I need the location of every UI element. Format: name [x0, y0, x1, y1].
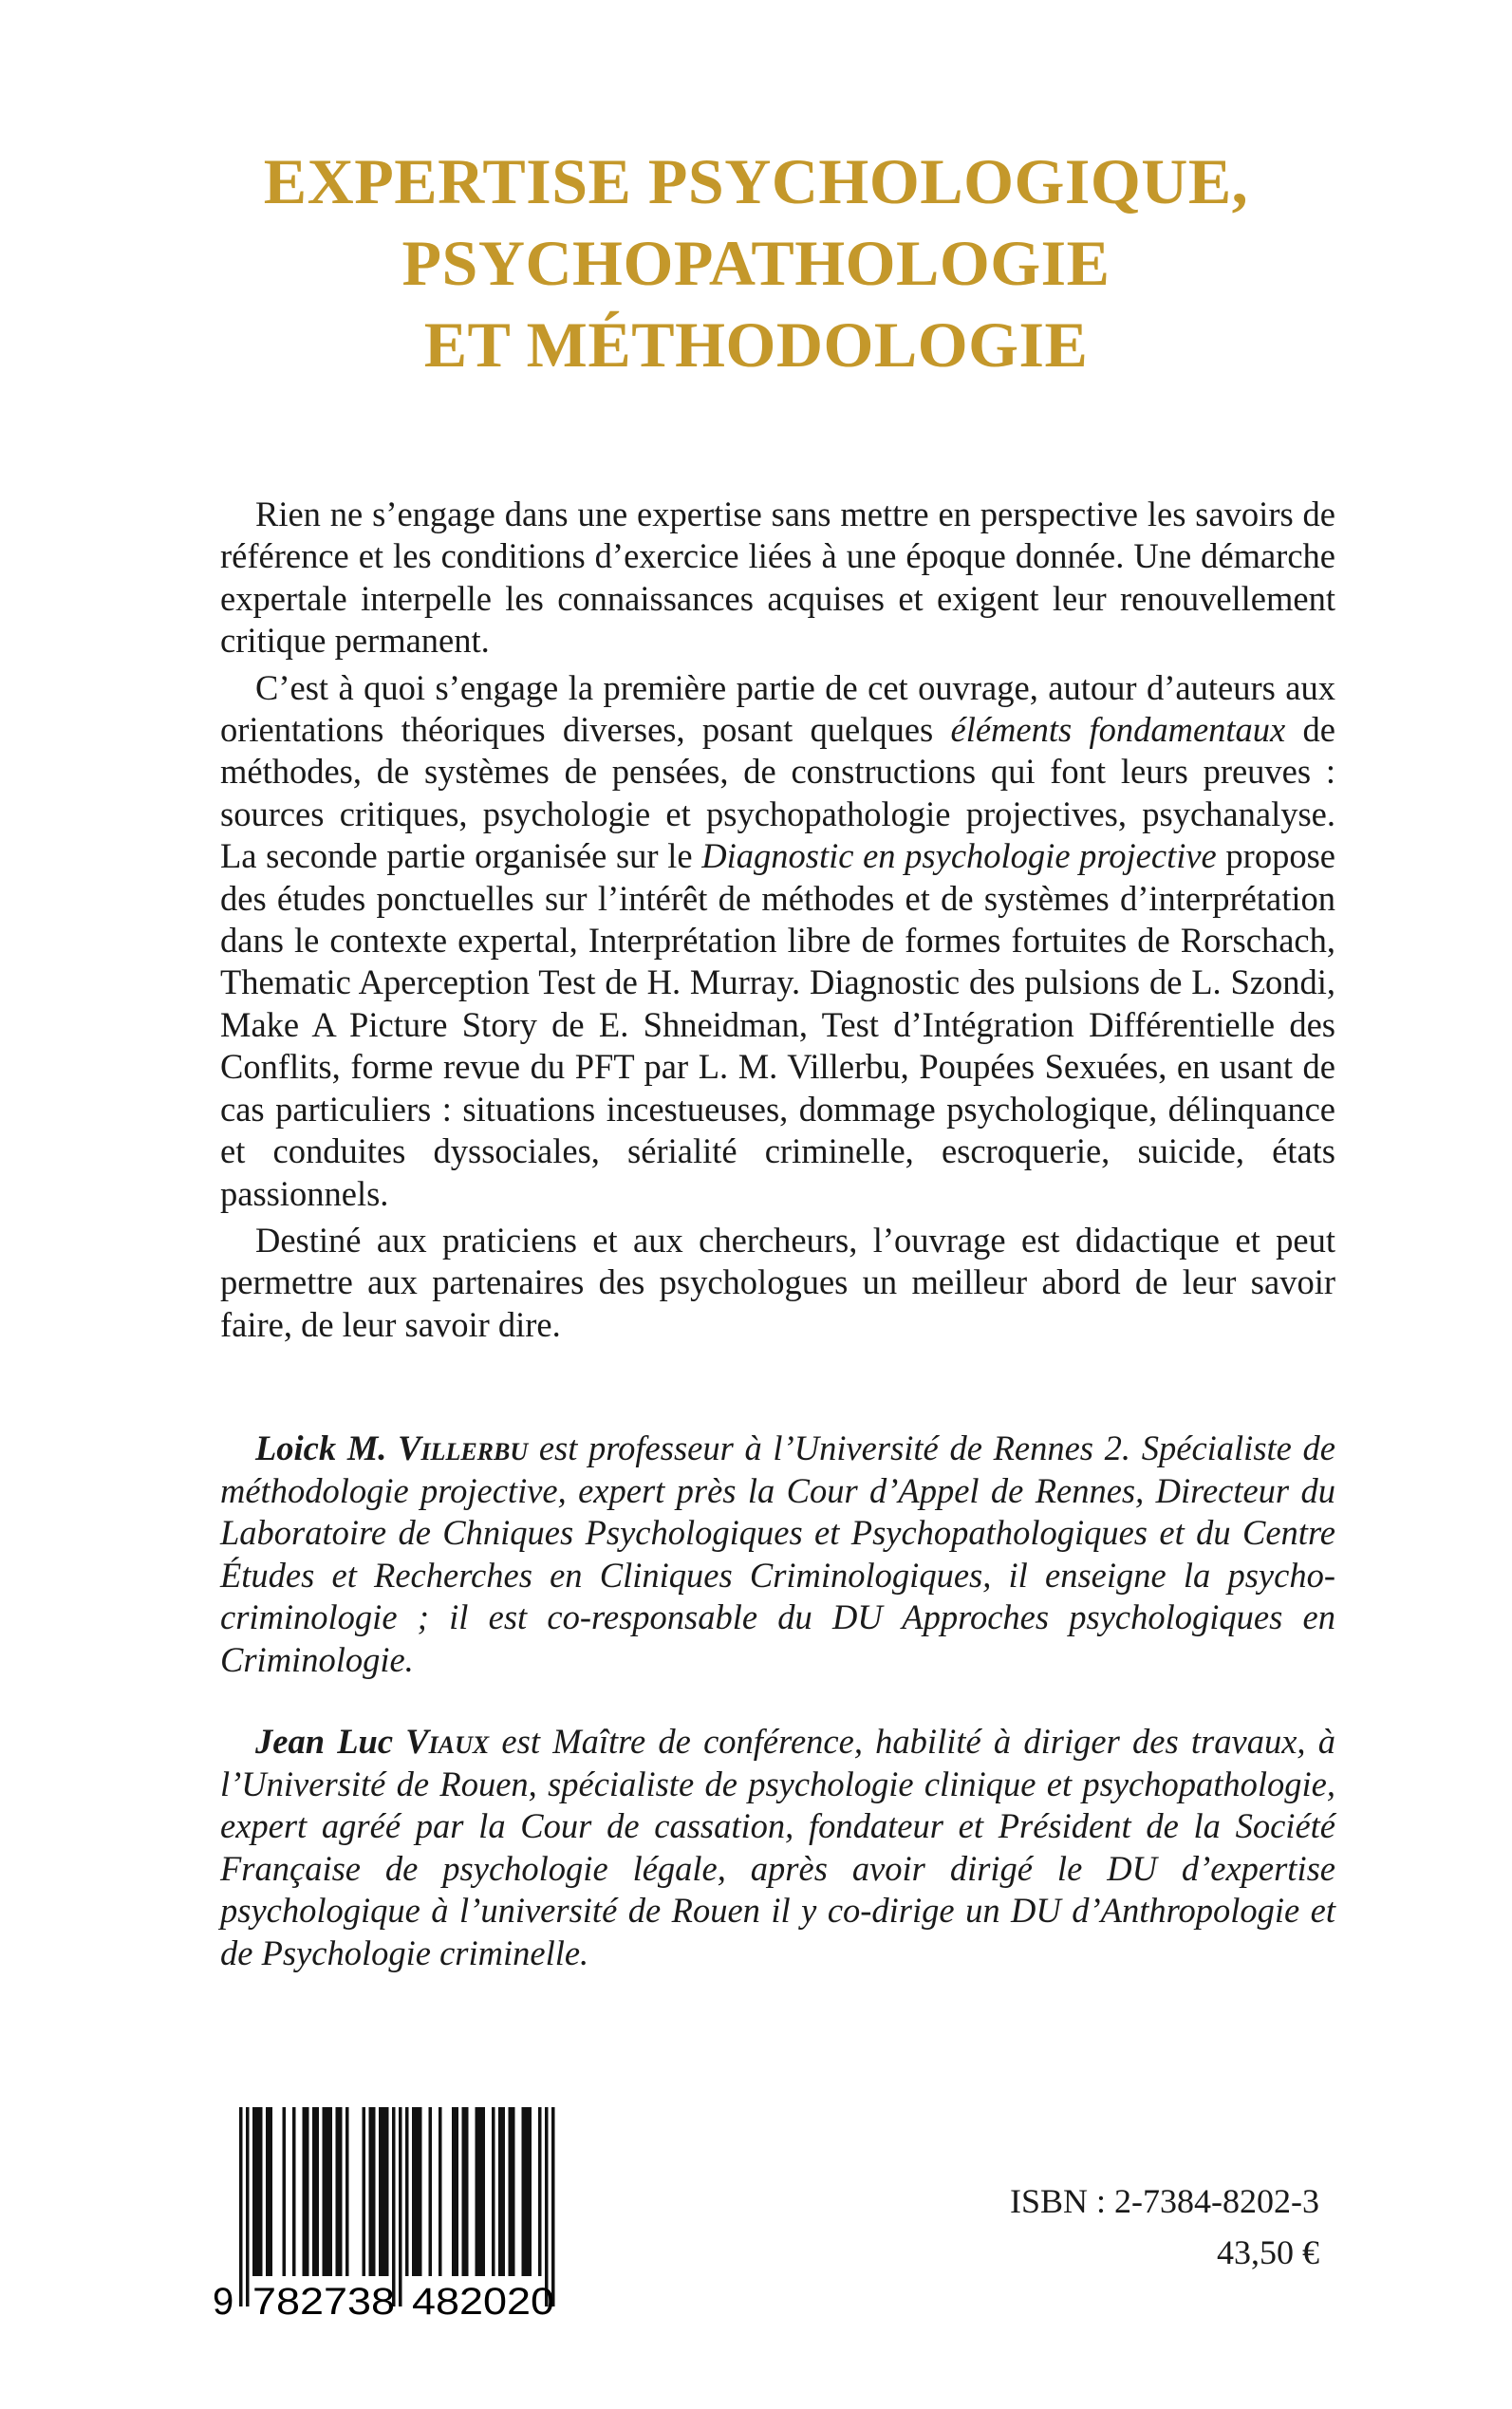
barcode-right-digits: 482020 [412, 2281, 554, 2322]
barcode-bar [498, 2107, 502, 2276]
book-title [142, 140, 1370, 385]
barcode-bar [551, 2107, 555, 2306]
author-bio-villerbu [220, 1428, 1335, 1682]
barcode-bar [283, 2107, 287, 2276]
barcode-bar [512, 2107, 515, 2276]
barcode-bar [339, 2107, 343, 2276]
barcode-bar [316, 2107, 320, 2276]
barcode-bar [369, 2107, 373, 2276]
author-last-name: Villerbu [398, 1429, 529, 1467]
blurb-paragraph-1: Rien ne s’engage dans une expertise sans mettre en perspective les savoirs de référence et les conditions d’exercice liées à une époque donnée. Une démarche expertale interpelle les connaissances acquises et exigent leur renouvellement critique permanent. [220, 495, 1335, 661]
blurb-p2-emphasis-1: éléments fondamentaux [950, 710, 1286, 750]
barcode-bar [259, 2107, 263, 2276]
blurb-p2-part-c: propose des études ponctuelles sur l’intérêt de méthodes et de systèmes d’interprétation dans le contexte expertal, Interprétation libre de formes fortuites de Rorschach, Thematic Aperception Test de H. Murray. Diagnostic des pulsions de L. Szondi, Make A Picture Story de E. Shneidman, Test d’Intégration Différentielle des Conflits, forme revue du PFT par L. M. Villerbu, Poupées Sexuées, en usant de cas particuliers : situations incestueuses, dommage psychologique, délinquance et conduites dyssociales, sérialité criminelle, escroquerie, suicide, états passionnels. [220, 836, 1335, 1213]
blurb-paragraph-3: Destiné aux praticiens et aux chercheurs, l’ouvrage est didactique et peut permettre aux partenaires des psychologues un meilleur abord de leur savoir faire, de leur savoir dire. [220, 1220, 1335, 1344]
title-line-3: ET MÉTHODOLOGIE [423, 308, 1089, 381]
author-first-name: Jean Luc [255, 1722, 394, 1761]
ean-barcode [211, 2103, 590, 2322]
author-bio-text: est Maître de conférence, habilité à diriger des travaux, à l’Université de Rouen, spécialiste de psychologie clinique et psychopathologie, expert agréé par la Cour de cassation, fondateur et Président de la Société Française de psychologie légale, après avoir dirigé le DU d’expertise psychologique à l’université de Rouen il y co-dirige un DU d’Anthropologie et de Psychologie criminelle. [220, 1722, 1336, 1972]
barcode-bar [345, 2107, 349, 2276]
author-last-name: Viaux [405, 1722, 490, 1761]
barcode-bar [270, 2107, 273, 2276]
barcode-bar [538, 2107, 542, 2276]
barcode-bar [239, 2107, 243, 2306]
barcode-bar [336, 2107, 340, 2276]
blurb-p2-emphasis-2: Diagnostic en psychologie projective [701, 836, 1217, 876]
barcode-bar [412, 2107, 416, 2276]
barcode-bar [525, 2107, 529, 2276]
barcode-bar [492, 2107, 495, 2276]
price: 43,50 € [1217, 2233, 1319, 2271]
barcode-bar [312, 2107, 316, 2276]
barcode-bar [379, 2107, 383, 2276]
author-first-name: Loick M. [255, 1429, 387, 1467]
barcode-bar [452, 2107, 456, 2276]
barcode-bar [522, 2107, 526, 2276]
barcode-bar [392, 2107, 396, 2306]
barcode-bar [529, 2107, 532, 2276]
blurb-p2-part-a: C’est à quoi s’engage la première partie de cet ouvrage, autour d’auteurs aux orientations théoriques diverses, posant quelques [220, 667, 1335, 750]
barcode-bar [372, 2107, 376, 2276]
blurb [220, 494, 1335, 1346]
barcode-bar [252, 2107, 256, 2276]
barcode-left-digits: 782738 [252, 2281, 395, 2322]
title-line-1: EXPERTISE PSYCHOLOGIQUE, [263, 145, 1249, 217]
barcode-bar [429, 2107, 433, 2276]
blurb-paragraph-2 [220, 667, 1335, 1215]
isbn: ISBN : 2-7384-8202-3 [1010, 2182, 1319, 2220]
barcode-bar [385, 2107, 389, 2276]
barcode-bar [478, 2107, 482, 2276]
barcode-bar [456, 2107, 459, 2276]
barcode-bar [383, 2107, 386, 2276]
barcode-bar [439, 2107, 442, 2276]
barcode-bar [266, 2107, 270, 2276]
barcode-bar [482, 2107, 486, 2276]
barcode-bar [462, 2107, 466, 2276]
barcode-bars [239, 2107, 555, 2306]
barcode-bar [246, 2107, 250, 2306]
barcode-first-digit: 9 [213, 2281, 234, 2322]
author-bio-viaux [220, 1721, 1335, 1975]
barcode-bar [363, 2107, 366, 2276]
barcode-bar [323, 2107, 327, 2276]
barcode-bar [399, 2107, 402, 2306]
barcode-bar [419, 2107, 422, 2276]
barcode-bar [416, 2107, 420, 2276]
barcode-bar [326, 2107, 329, 2276]
blurb-p2-part-b: de méthodes, de systèmes de pensées, de constructions qui font leurs preuves : sources critiques, psychologie et psychopathologie projectives, psychanalyse. La seconde partie organisée sur le [220, 710, 1335, 876]
barcode-bar [292, 2107, 296, 2276]
barcode-bar [465, 2107, 469, 2276]
barcode-bar [329, 2107, 333, 2276]
barcode-bar [509, 2107, 513, 2276]
barcode-bar [545, 2107, 549, 2306]
barcode-bar [303, 2107, 307, 2276]
barcode-bar [476, 2107, 479, 2276]
barcode-bar [256, 2107, 260, 2276]
barcode-bar [306, 2107, 309, 2276]
barcode-bar [502, 2107, 506, 2276]
title-line-2: PSYCHOPATHOLOGIE [401, 227, 1111, 299]
barcode-bar [405, 2107, 409, 2276]
author-bio-text: est professeur à l’Université de Rennes 2. Spécialiste de méthodologie projective, expert près la Cour d’Appel de Rennes, Directeur du Laboratoire de Chniques Psychologiques et Psychopathologiques et du Centre Études et Recherches en Cliniques Criminologiques, il enseigne la psycho-criminologie ; il est co-responsable du DU Approches psychologiques en Criminologie. [220, 1429, 1335, 1679]
